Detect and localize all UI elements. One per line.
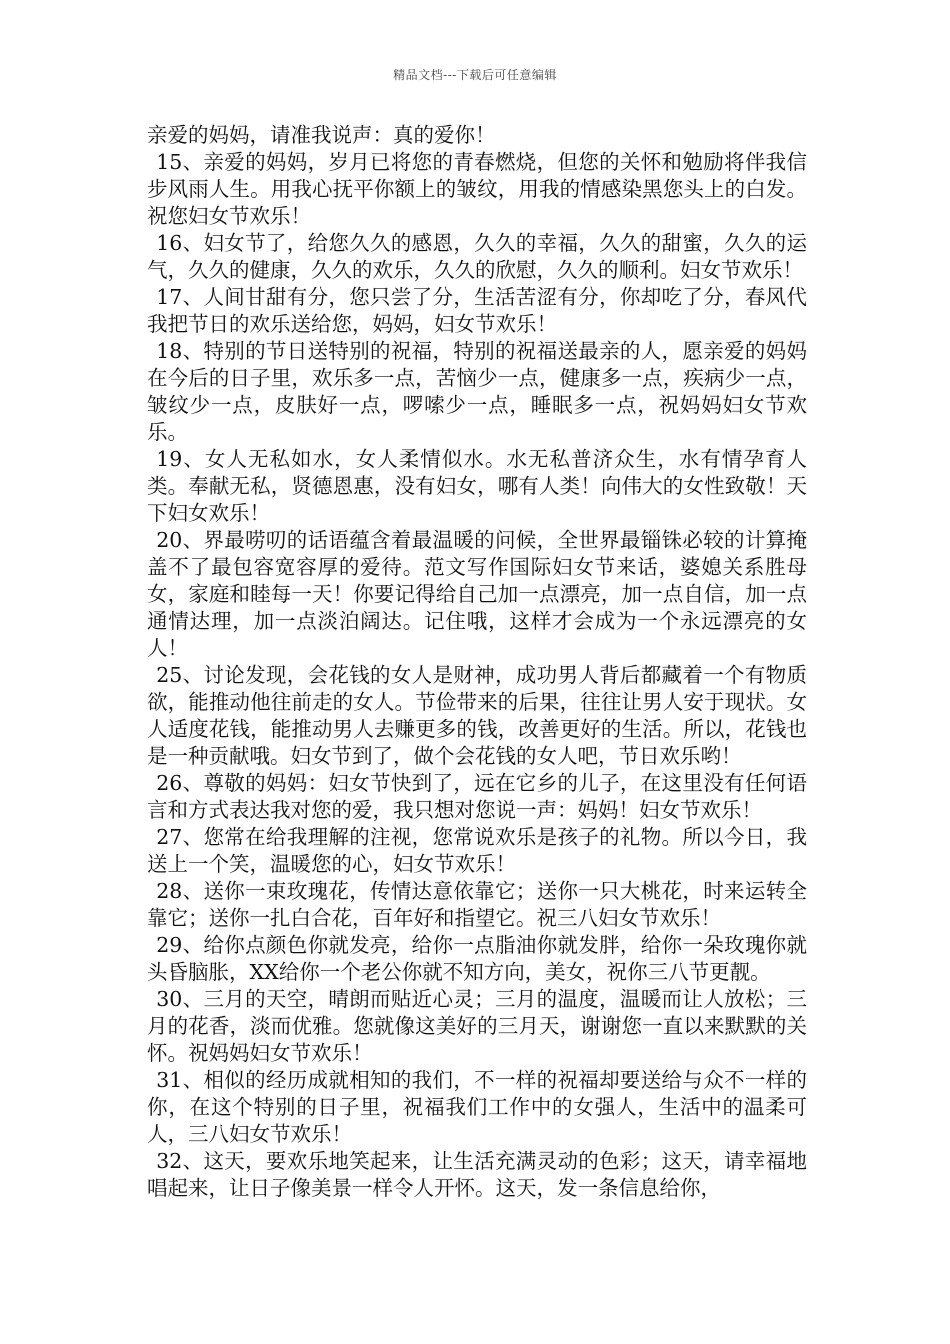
- paragraph: 27、您常在给我理解的注视，您常说欢乐是孩子的礼物。所以今日，我送上一个笑，温暖您的心，妇女节欢乐！: [147, 825, 807, 876]
- paragraph: 15、亲爱的妈妈，岁月已将您的青春燃烧，但您的关怀和勉励将伴我信步风雨人生。用我心抚平你额上的皱纹，用我的情感染黑您头上的白发。祝您妇女节欢乐！: [147, 150, 807, 228]
- paragraph: 亲爱的妈妈，请准我说声：真的爱你！: [147, 123, 496, 147]
- paragraph: 17、人间甘甜有分，您只尝了分，生活苦涩有分，你却吃了分，春风代我把节日的欢乐送给您，妈妈，妇女节欢乐！: [147, 285, 807, 336]
- paragraph: 18、特别的节日送特别的祝福，特别的祝福送最亲的人，愿亲爱的妈妈在今后的日子里，欢乐多一点，苦恼少一点，健康多一点，疾病少一点，皱纹少一点，皮肤好一点，啰嗦少一点，睡眠多一点，祝妈妈妇女节欢乐。: [147, 339, 807, 444]
- paragraph: 25、讨论发现，会花钱的女人是财神，成功男人背后都藏着一个有物质欲，能推动他往前走的女人。节俭带来的后果，往往让男人安于现状。女人适度花钱，能推动男人去赚更多的钱，改善更好的生活。所以，花钱也是一种贡献哦。妇女节到了，做个会花钱的女人吧，节日欢乐哟！: [147, 663, 807, 768]
- paragraph: 32、这天，要欢乐地笑起来，让生活充满灵动的色彩；这天，请幸福地唱起来，让日子像美景一样令人开怀。这天，发一条信息给你，: [147, 1149, 807, 1200]
- document-body: [147, 122, 807, 1202]
- paragraph: 31、相似的经历成就相知的我们，不一样的祝福却要送给与众不一样的你，在这个特别的日子里，祝福我们工作中的女强人，生活中的温柔可人，三八妇女节欢乐！: [147, 1068, 807, 1146]
- paragraph: 28、送你一束玫瑰花，传情达意依靠它；送你一只大桃花，时来运转全靠它；送你一扎白合花，百年好和指望它。祝三八妇女节欢乐！: [147, 879, 807, 930]
- paragraph: 29、给你点颜色你就发亮，给你一点脂油你就发胖，给你一朵玫瑰你就头昏脑胀，XX给你一个老公你就不知方向，美女，祝你三八节更靓。: [147, 933, 807, 984]
- paragraph: 19、女人无私如水，女人柔情似水。水无私普济众生，水有情孕育人类。奉献无私，贤德恩惠，没有妇女，哪有人类！向伟大的女性致敬！天下妇女欢乐！: [147, 447, 807, 525]
- page-header: 精品文档---下载后可任意编辑: [393, 68, 557, 82]
- paragraph: 26、尊敬的妈妈：妇女节快到了，远在它乡的儿子，在这里没有任何语言和方式表达我对您的爱，我只想对您说一声：妈妈！妇女节欢乐！: [147, 771, 807, 822]
- paragraph: 16、妇女节了，给您久久的感恩，久久的幸福，久久的甜蜜，久久的运气，久久的健康，久久的欢乐，久久的欣慰，久久的顺利。妇女节欢乐！: [147, 231, 807, 282]
- paragraph: 20、界最唠叨的话语蕴含着最温暖的问候，全世界最锱铢必较的计算掩盖不了最包容宽容厚的爱待。范文写作国际妇女节来话，婆媳关系胜母女，家庭和睦每一天！你要记得给自己加一点漂亮，加一点自信，加一点通情达理，加一点淡泊阔达。记住哦，这样才会成为一个永远漂亮的女人！: [147, 528, 807, 660]
- paragraph: 30、三月的天空，晴朗而贴近心灵；三月的温度，温暖而让人放松；三月的花香，淡而优雅。您就像这美好的三月天，谢谢您一直以来默默的关怀。祝妈妈妇女节欢乐！: [147, 987, 807, 1065]
